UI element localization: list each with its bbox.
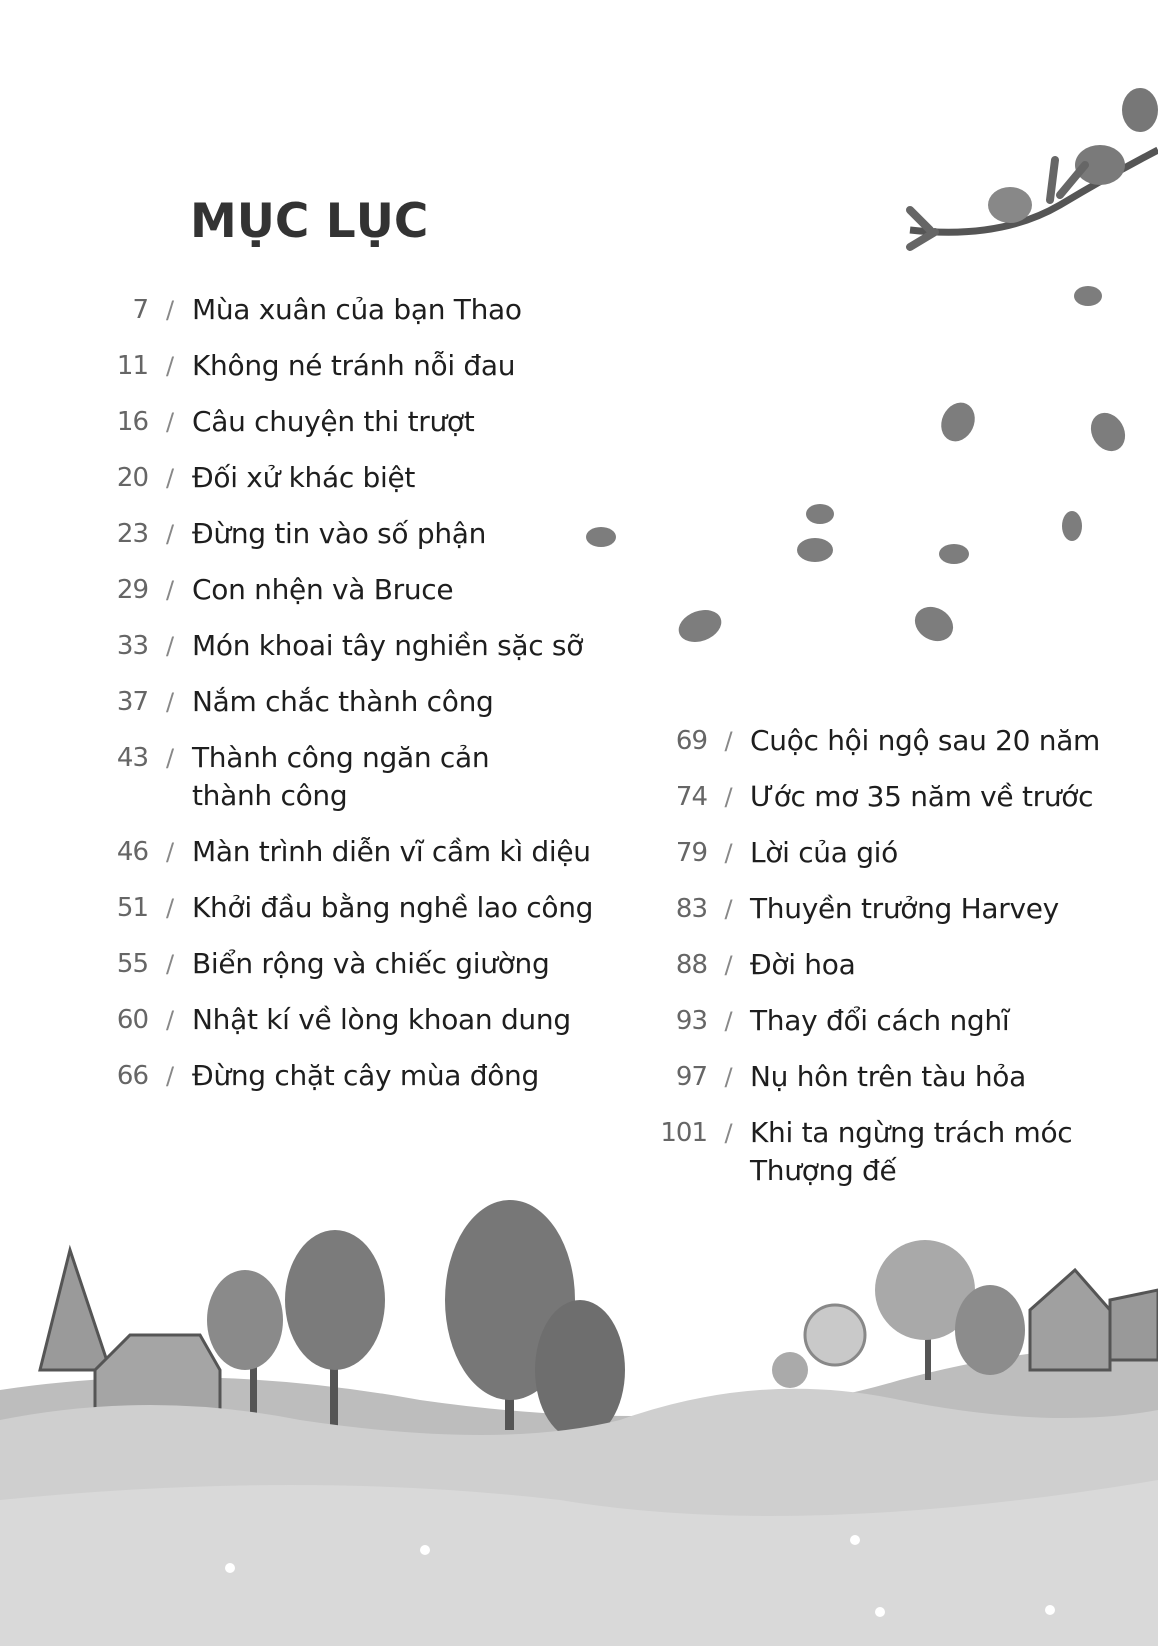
separator: / (165, 576, 175, 604)
chapter-title: Thay đổi cách nghĩ (750, 1004, 1010, 1037)
page-number: 37 (116, 687, 148, 717)
separator: / (165, 894, 175, 922)
page-number: 83 (675, 894, 707, 924)
separator: / (724, 783, 733, 811)
separator: / (165, 688, 175, 716)
chapter-title: Thuyền trưởng Harvey (750, 892, 1059, 925)
toc-entry (100, 992, 622, 1048)
separator: / (165, 520, 175, 548)
page-number: 23 (116, 519, 148, 549)
page-number: 74 (675, 782, 707, 812)
chapter-title: Không né tránh nỗi đau (192, 349, 516, 382)
page-number: 97 (675, 1062, 707, 1092)
chapter-title: Món khoai tây nghiền sặc sỡ (192, 629, 584, 662)
chapter-title: Nắm chắc thành công (192, 685, 494, 718)
page-number: 29 (116, 575, 148, 605)
chapter-title: Thành công ngăn cản thành công (192, 741, 490, 812)
toc-entry (100, 674, 622, 730)
page-number: 11 (116, 351, 148, 381)
toc-entry (640, 937, 1158, 993)
toc-entry (640, 769, 1158, 825)
toc-entry (640, 1049, 1158, 1105)
toc-entry (640, 825, 1158, 881)
toc-column-left (100, 282, 622, 1104)
landscape-illustration (0, 1200, 1158, 1646)
page-number: 43 (116, 743, 148, 773)
separator: / (724, 1063, 733, 1091)
toc-entry (100, 450, 622, 506)
separator: / (165, 296, 175, 324)
toc-entry (100, 506, 622, 562)
separator: / (165, 632, 175, 660)
chapter-title: Cuộc hội ngộ sau 20 năm (750, 724, 1101, 757)
chapter-title: Lời của gió (750, 836, 898, 869)
toc-column-right (640, 713, 1158, 1199)
branch-illustration (910, 88, 1158, 247)
toc-entry (100, 936, 622, 992)
separator: / (724, 1007, 733, 1035)
chapter-title: Đời hoa (750, 948, 856, 981)
separator: / (165, 950, 175, 978)
separator: / (724, 895, 733, 923)
page-number: 69 (675, 726, 707, 756)
separator: / (165, 1062, 175, 1090)
falling-petals (586, 286, 1132, 648)
toc-entry (640, 993, 1158, 1049)
chapter-title: Con nhện và Bruce (192, 573, 454, 606)
separator: / (724, 839, 733, 867)
chapter-title: Đối xử khác biệt (192, 461, 416, 494)
chapter-title: Đừng chặt cây mùa đông (192, 1059, 539, 1092)
toc-entry (100, 562, 622, 618)
toc-entry (100, 824, 622, 880)
toc-entry (640, 1105, 1158, 1199)
separator: / (724, 727, 733, 755)
chapter-title: Khởi đầu bằng nghề lao công (192, 891, 594, 924)
separator: / (724, 1119, 733, 1147)
page-number: 93 (675, 1006, 707, 1036)
separator: / (165, 838, 175, 866)
page-number: 88 (675, 950, 707, 980)
page-number: 51 (116, 893, 148, 923)
page-number: 55 (116, 949, 148, 979)
page-number: 33 (116, 631, 148, 661)
chapter-title: Câu chuyện thi trượt (192, 405, 475, 438)
toc-entry (100, 394, 622, 450)
chapter-title: Màn trình diễn vĩ cầm kì diệu (192, 835, 591, 868)
page-number: 60 (116, 1005, 148, 1035)
separator: / (724, 951, 733, 979)
page-number: 66 (116, 1061, 148, 1091)
toc-entry (100, 1048, 622, 1104)
page-title: MỤC LỤC (190, 194, 429, 249)
page-number: 101 (660, 1118, 707, 1148)
chapter-title: Ước mơ 35 năm về trước (750, 780, 1094, 813)
separator: / (165, 408, 175, 436)
toc-entry (640, 713, 1158, 769)
page-number: 46 (116, 837, 148, 867)
page-number: 79 (675, 838, 707, 868)
toc-entry (100, 618, 622, 674)
separator: / (165, 1006, 175, 1034)
chapter-title: Nụ hôn trên tàu hỏa (750, 1060, 1026, 1093)
toc-entry (100, 282, 622, 338)
page-number: 20 (116, 463, 148, 493)
chapter-title: Mùa xuân của bạn Thao (192, 293, 522, 326)
toc-entry (100, 338, 622, 394)
separator: / (165, 352, 175, 380)
chapter-title: Khi ta ngừng trách móc Thượng đế (750, 1116, 1073, 1187)
page-number: 7 (132, 295, 148, 325)
chapter-title: Đừng tin vào số phận (192, 517, 487, 550)
separator: / (165, 744, 175, 772)
toc-entry (100, 880, 622, 936)
chapter-title: Nhật kí về lòng khoan dung (192, 1003, 571, 1036)
toc-entry (640, 881, 1158, 937)
separator: / (165, 464, 175, 492)
page-number: 16 (116, 407, 148, 437)
chapter-title: Biển rộng và chiếc giường (192, 947, 550, 980)
toc-entry (100, 730, 622, 824)
